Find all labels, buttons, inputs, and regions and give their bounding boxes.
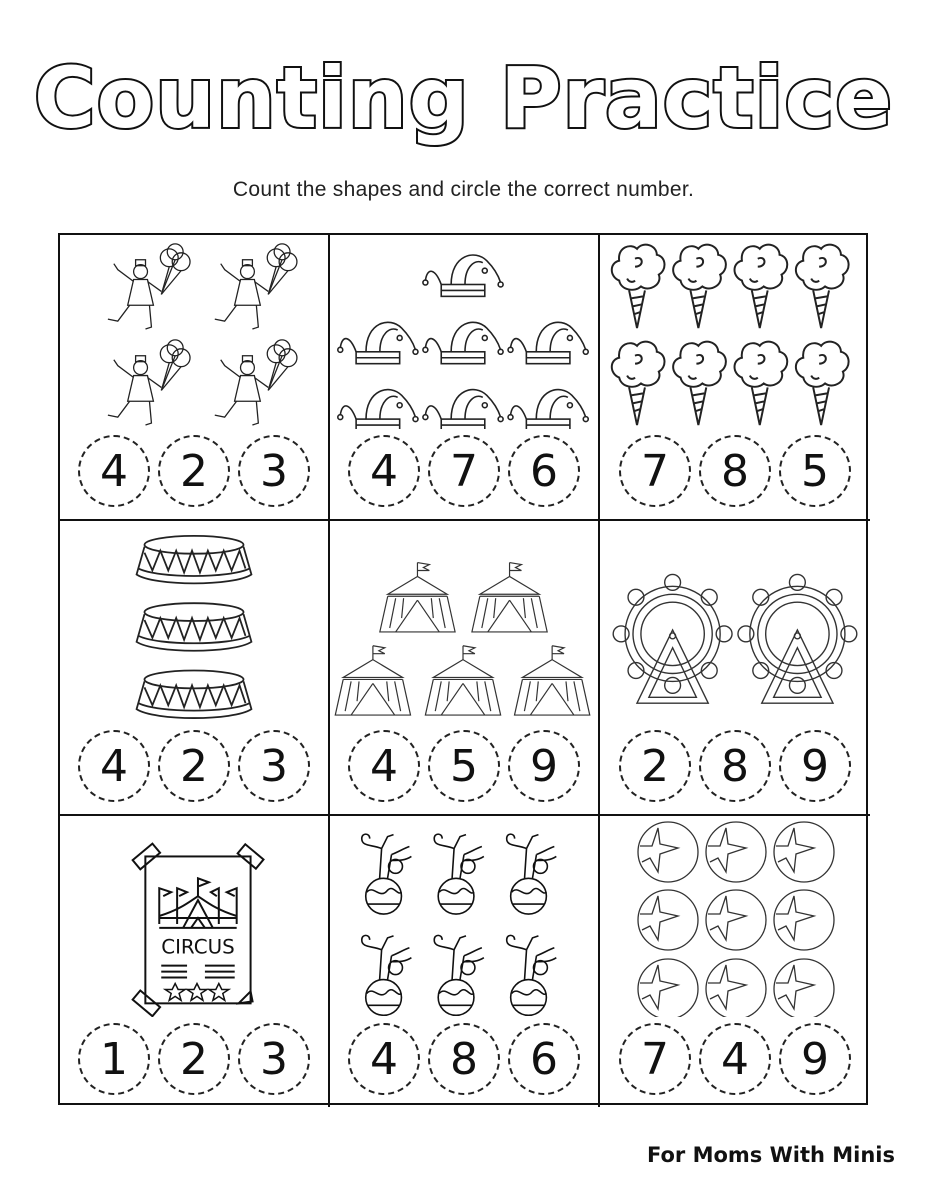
answer-choice[interactable]: 2 [158, 435, 230, 507]
cell-clowns [60, 235, 330, 521]
answer-choices [60, 435, 328, 513]
answer-choices [330, 435, 598, 513]
instructions: Count the shapes and circle the correct number. [232, 178, 695, 201]
answer-choice[interactable]: 4 [348, 730, 420, 802]
cell-monkeys [330, 816, 600, 1107]
monkey-on-ball-icons [330, 816, 598, 1017]
answer-choice[interactable]: 3 [238, 1023, 310, 1095]
answer-choice[interactable]: 4 [78, 435, 150, 507]
counting-grid [58, 233, 868, 1105]
circus-tent-icons [330, 521, 598, 724]
answer-choice[interactable]: 8 [428, 1023, 500, 1095]
answer-choices [60, 730, 328, 808]
answer-choice[interactable]: 1 [78, 1023, 150, 1095]
page-title: Counting Practice [33, 49, 894, 147]
cell-jester-hats [330, 235, 600, 521]
answer-choices [600, 1023, 870, 1101]
answer-choice[interactable]: 3 [238, 730, 310, 802]
answer-choice[interactable]: 5 [779, 435, 851, 507]
podium-icons [60, 521, 328, 724]
jester-hat-icons [330, 235, 598, 429]
cell-star-balls [600, 816, 870, 1107]
cell-ferris-wheels [600, 521, 870, 816]
answer-choices [330, 730, 598, 808]
answer-choice[interactable]: 7 [619, 435, 691, 507]
answer-choice[interactable]: 4 [348, 1023, 420, 1095]
answer-choice[interactable]: 6 [508, 1023, 580, 1095]
answer-choices [60, 1023, 328, 1101]
cell-tents [330, 521, 600, 816]
answer-choice[interactable]: 9 [779, 1023, 851, 1095]
brand-footer: For Moms With Minis [646, 1143, 895, 1167]
star-ball-icons [600, 816, 870, 1017]
clown-icons [60, 235, 328, 429]
answer-choice[interactable]: 7 [428, 435, 500, 507]
answer-choice[interactable]: 2 [158, 1023, 230, 1095]
answer-choices [600, 435, 870, 513]
answer-choices [330, 1023, 598, 1101]
answer-choice[interactable]: 4 [699, 1023, 771, 1095]
cell-podiums [60, 521, 330, 816]
answer-choice[interactable]: 2 [158, 730, 230, 802]
answer-choice[interactable]: 7 [619, 1023, 691, 1095]
poster-text: CIRCUS [161, 935, 235, 959]
circus-poster-icon [60, 816, 328, 1017]
answer-choice[interactable]: 9 [508, 730, 580, 802]
answer-choices [600, 730, 870, 808]
cell-cotton-candy [600, 235, 870, 521]
answer-choice[interactable]: 9 [779, 730, 851, 802]
answer-choice[interactable]: 8 [699, 730, 771, 802]
answer-choice[interactable]: 4 [348, 435, 420, 507]
answer-choice[interactable]: 8 [699, 435, 771, 507]
answer-choice[interactable]: 2 [619, 730, 691, 802]
answer-choice[interactable]: 6 [508, 435, 580, 507]
ferris-wheel-icons [600, 521, 870, 724]
answer-choice[interactable]: 4 [78, 730, 150, 802]
cell-circus-poster [60, 816, 330, 1107]
answer-choice[interactable]: 5 [428, 730, 500, 802]
answer-choice[interactable]: 3 [238, 435, 310, 507]
cotton-candy-icons [600, 235, 870, 429]
